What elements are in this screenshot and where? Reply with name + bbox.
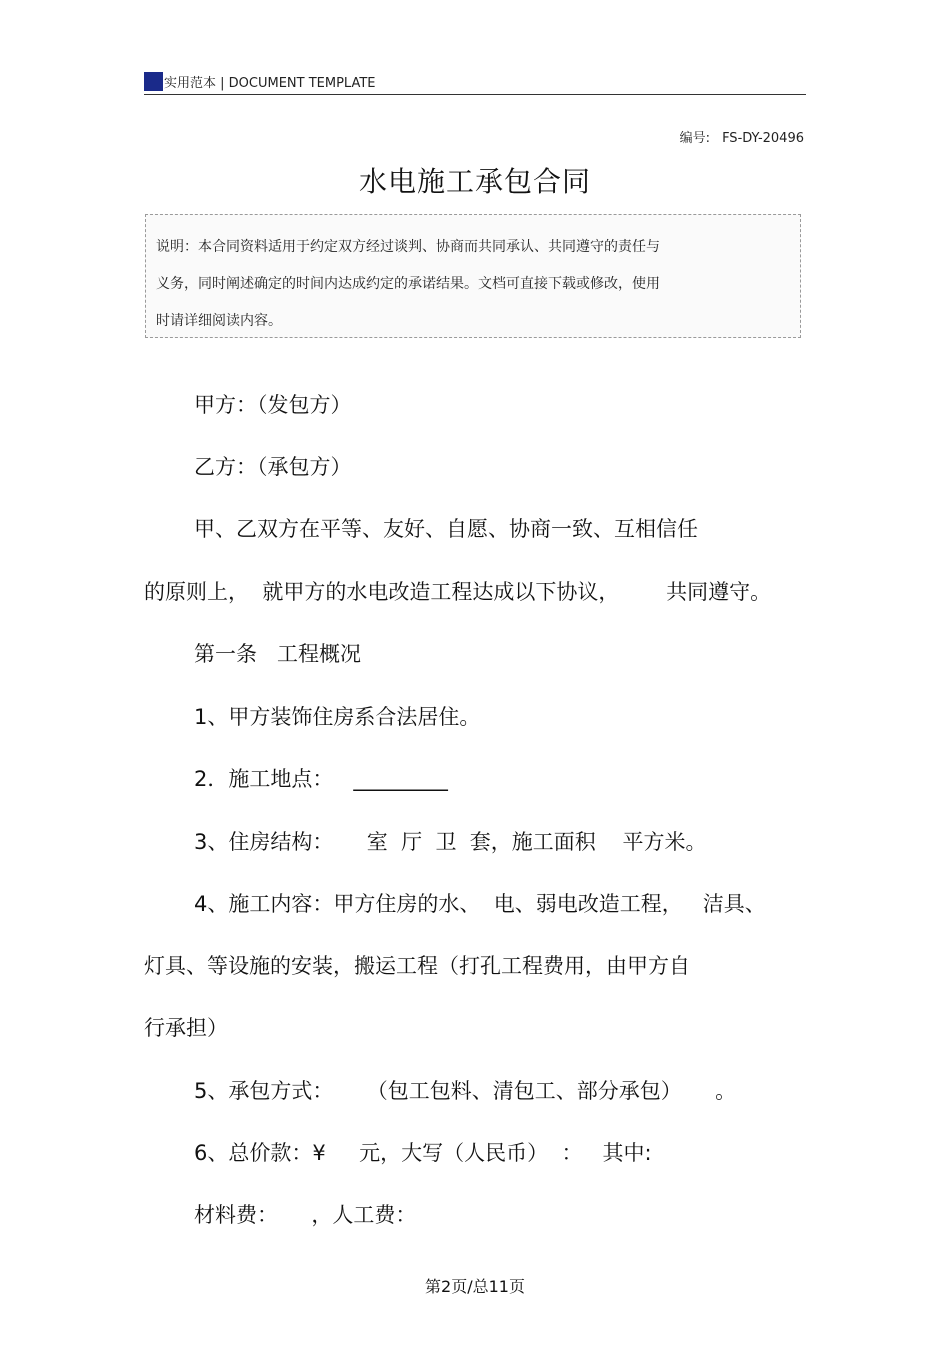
body-paragraph: 的原则上， 就甲方的水电改造工程达成以下协议， 共同遵守。 bbox=[144, 580, 772, 604]
clause-continuation: 灯具、等设施的安装，搬运工程（打孔工程费用，由甲方自 bbox=[144, 954, 690, 978]
description-line: 时请详细阅读内容。 bbox=[156, 313, 282, 329]
page-title: 水电施工承包合同 bbox=[358, 165, 591, 198]
document-number-label: 编号: bbox=[679, 131, 711, 146]
clause-item: 6、总价款：¥ 元，大写（人民币） ： 其中: bbox=[194, 1141, 652, 1165]
brand-square-icon bbox=[144, 72, 163, 91]
document-number bbox=[680, 127, 804, 146]
party-a-line: 甲方：（发包方） bbox=[194, 393, 352, 417]
description-line: 义务，同时阐述确定的时间内达成约定的承诺结果。文档可直接下载或修改，使用 bbox=[156, 276, 660, 292]
page-footer: 第2页/总11页 bbox=[425, 1277, 525, 1296]
clause-item: 3、住房结构： 室 厅 卫 套，施工面积 平方米。 bbox=[194, 830, 707, 854]
clause-item: 材料费： ，人工费： bbox=[194, 1203, 417, 1227]
clause-item: 5、承包方式： （包工包料、清包工、部分承包） 。 bbox=[194, 1079, 737, 1103]
document-header bbox=[144, 70, 806, 95]
article-heading: 第一条 工程概况 bbox=[194, 642, 362, 666]
body-paragraph: 甲、乙双方在平等、友好、自愿、协商一致、互相信任 bbox=[194, 517, 698, 541]
clause-continuation: 行承担） bbox=[144, 1016, 228, 1040]
clause-item: 2．施工地点： _________ bbox=[194, 767, 448, 791]
description-box bbox=[145, 214, 801, 338]
party-b-line: 乙方：（承包方） bbox=[194, 455, 352, 479]
header-text: 实用范本 | DOCUMENT TEMPLATE bbox=[164, 76, 376, 91]
clause-item: 1、甲方装饰住房系合法居住。 bbox=[194, 705, 481, 729]
document-number-value: FS-DY-20496 bbox=[722, 131, 804, 146]
description-line: 说明：本合同资料适用于约定双方经过谈判、协商而共同承认、共同遵守的责任与 bbox=[156, 239, 660, 255]
clause-item: 4、施工内容：甲方住房的水、 电、弱电改造工程， 洁具、 bbox=[194, 892, 766, 916]
